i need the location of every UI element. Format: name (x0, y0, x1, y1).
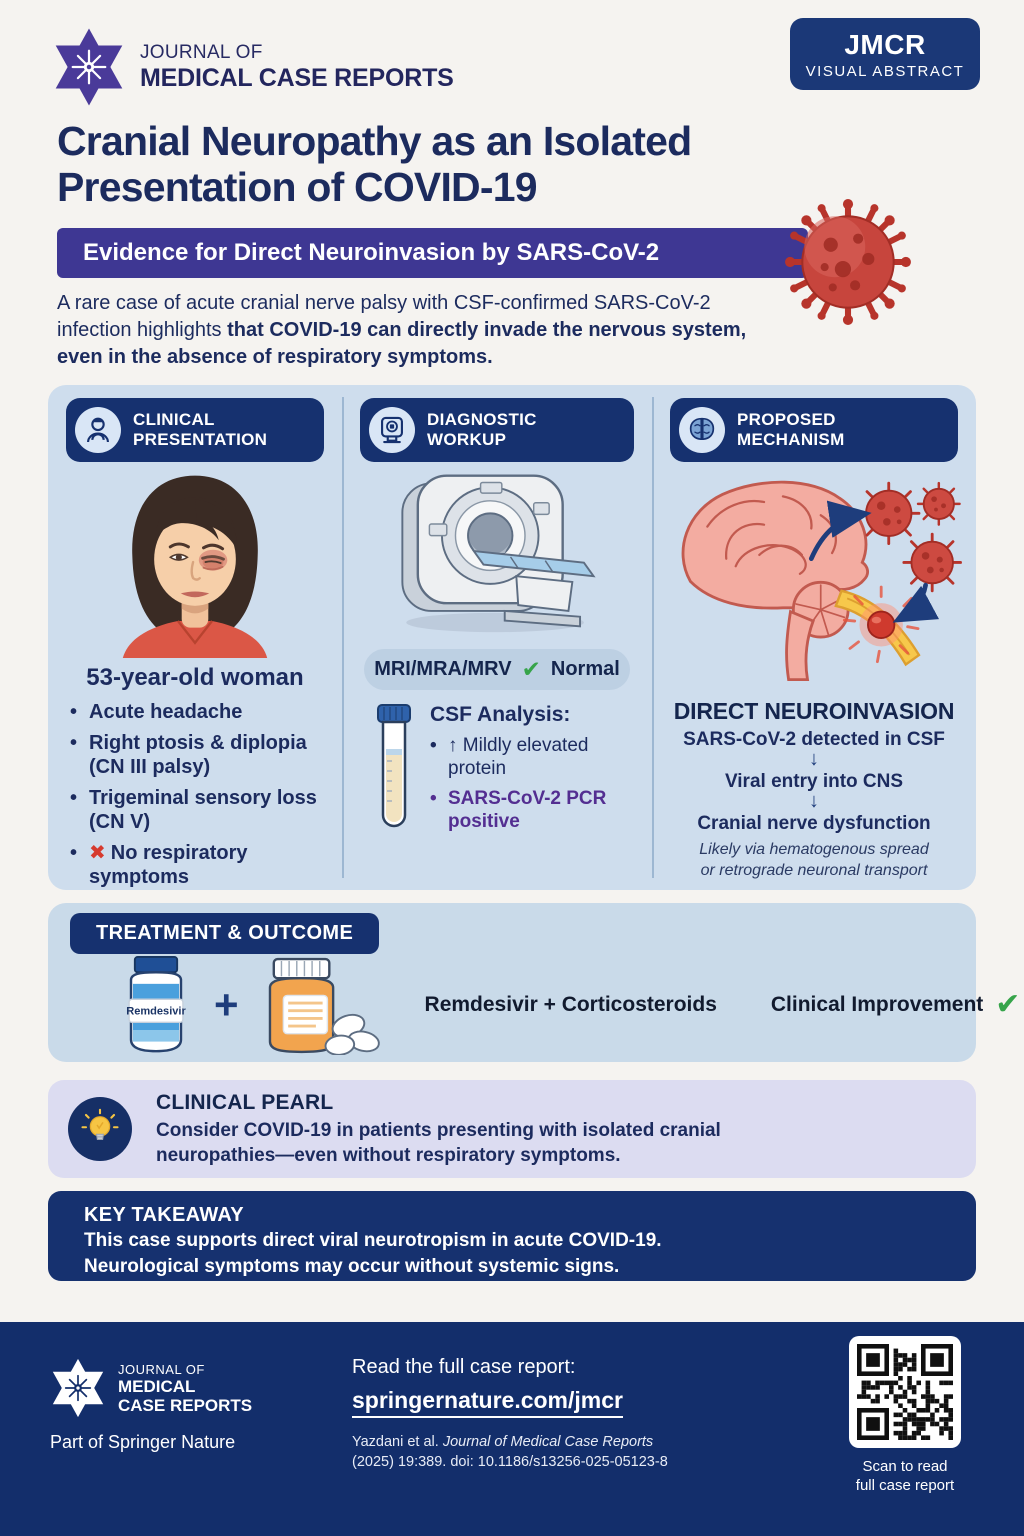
neuroinvasion-illustration (666, 468, 966, 690)
csf-pcr-positive-text: SARS-CoV-2 PCR positive (448, 788, 607, 832)
vial-label-text: Remdesivir (126, 1005, 186, 1018)
no-respiratory-text: No respiratory symptoms (89, 842, 248, 888)
citation (352, 1432, 668, 1472)
footer-citation-block (352, 1356, 668, 1472)
csf-finding (430, 787, 620, 833)
mri-machine-illustration (381, 468, 613, 637)
green-check-icon: ✔ (995, 988, 1021, 1021)
diagnostic-workup-label: DIAGNOSTIC WORKUP (427, 409, 537, 449)
proposed-mechanism-header (670, 398, 958, 462)
lightbulb-icon (68, 1097, 132, 1161)
csf-analysis-title: CSF Analysis: (430, 703, 571, 726)
bullet-icon: • (430, 788, 437, 809)
citation-authors: Yazdani et al. (352, 1434, 443, 1450)
footer-logo-block (50, 1358, 252, 1453)
key-takeaway-panel (48, 1191, 976, 1281)
bullet-icon: • (70, 701, 78, 723)
mechanism-note-line2: or retrograde neuronal transport (700, 862, 928, 879)
footer-medical: MEDICAL (118, 1376, 196, 1396)
direct-neuroinvasion-heading: DIRECT NEUROINVASION (673, 698, 955, 724)
report-url-link[interactable]: springernature.com/jmcr (352, 1387, 623, 1418)
symptom-text (89, 841, 324, 889)
citation-journal: Journal of Medical Case Reports (442, 1434, 654, 1450)
clinical-presentation-label: CLINICAL PRESENTATION (133, 409, 268, 449)
bullet-icon: • (70, 732, 78, 754)
key-takeaway-line1: This case supports direct viral neurotropism in acute COVID-19. (84, 1230, 662, 1251)
imaging-modalities-label: MRI/MRA/MRV (374, 658, 512, 680)
clinical-pearl-text: Consider COVID-19 in patients presenting with isolated cranial neuropathies—even without respiratory symptoms. (156, 1119, 721, 1166)
test-tube-icon (372, 703, 416, 835)
proposed-mechanism-column (652, 385, 976, 890)
symptom-item (70, 841, 324, 889)
journal-logo-text (140, 42, 454, 93)
treatment-row (48, 955, 1021, 1055)
imaging-status-label: Normal (550, 658, 620, 680)
qr-caption-line1: Scan to read (862, 1458, 948, 1475)
treatment-outcome-header: TREATMENT & OUTCOME (70, 913, 379, 954)
red-cross-icon: ✖ (89, 842, 106, 864)
patient-illustration (90, 468, 300, 658)
symptom-item (70, 731, 324, 779)
intro-bold: that COVID-19 can directly invade the nervous system, even in the absence of respiratory symptoms. (57, 319, 747, 368)
plus-sign: + (214, 981, 239, 1028)
intro-paragraph (57, 290, 747, 371)
mechanism-note-line1: Likely via hematogenous spread (699, 841, 929, 858)
qr-caption (846, 1457, 964, 1495)
csf-finding-text: ↑ Mildly elevated protein (448, 735, 589, 779)
treatment-outcome-panel (48, 903, 1021, 1062)
treatment-equation: Remdesivir + Corticosteroids (424, 993, 717, 1016)
qr-code-icon (857, 1344, 953, 1440)
mechanism-step: SARS-CoV-2 detected in CSF (683, 729, 945, 750)
symptom-item (70, 700, 324, 724)
footer-qr-block (846, 1336, 964, 1495)
csf-analysis-block (356, 703, 638, 835)
diagnostic-workup-column (342, 385, 652, 890)
symptom-text: Trigeminal sensory loss (CN V) (89, 787, 317, 833)
clinical-pearl-panel (48, 1080, 976, 1178)
symptom-text: Right ptosis & diplopia (CN III palsy) (89, 732, 307, 778)
imaging-result-pill (364, 649, 630, 690)
diagnostic-workup-header (360, 398, 634, 462)
journal-star-icon (52, 28, 126, 106)
bullet-icon: • (70, 787, 78, 809)
journal-name-label: MEDICAL CASE REPORTS (140, 63, 454, 92)
key-takeaway-line2: Neurological symptoms may occur without systemic signs. (84, 1256, 620, 1277)
springer-nature-tagline: Part of Springer Nature (50, 1432, 236, 1452)
subtitle-banner: Evidence for Direct Neuroinvasion by SARS-CoV-2 (57, 228, 808, 278)
bullet-icon: • (430, 735, 437, 756)
brain-icon (679, 407, 725, 453)
citation-volume-doi: (2025) 19:389. doi: 10.1186/s13256-025-05123-8 (352, 1454, 668, 1470)
main-panel (48, 385, 976, 890)
title-line2: Presentation of COVID-19 (57, 164, 537, 210)
mechanism-note (666, 839, 962, 881)
down-arrow-icon: ↓ (809, 748, 819, 770)
symptom-item (70, 786, 324, 834)
clinical-presentation-column (48, 385, 342, 890)
mechanism-step: Viral entry into CNS (724, 771, 904, 792)
proposed-mechanism-label: PROPOSED MECHANISM (737, 409, 845, 449)
qr-caption-line2: full case report (855, 1477, 955, 1494)
qr-code (849, 1336, 961, 1448)
coronavirus-icon (782, 196, 914, 328)
read-report-label: Read the full case report: (352, 1356, 576, 1378)
virus-particles (859, 483, 961, 591)
badge-subtitle: VISUAL ABSTRACT (805, 62, 965, 80)
patient-icon (75, 407, 121, 453)
key-takeaway-title: KEY TAKEAWAY (84, 1204, 244, 1226)
patient-age-label: 53-year-old woman (86, 664, 304, 691)
badge-title: JMCR (844, 28, 926, 60)
footer (0, 1322, 1024, 1536)
symptom-list (62, 700, 328, 889)
journal-of-label: JOURNAL OF (140, 41, 263, 63)
journal-star-icon-white (50, 1358, 106, 1418)
title-line1: Cranial Neuropathy as an Isolated (57, 118, 692, 164)
treatment-result: Clinical Improvement (770, 993, 984, 1016)
journal-logo (52, 28, 454, 106)
clinical-pearl-title: CLINICAL PEARL (156, 1090, 334, 1114)
down-arrow-icon: ↓ (809, 790, 819, 812)
footer-journal-of: JOURNAL OF (118, 1361, 205, 1377)
bullet-icon: • (70, 842, 78, 864)
jmcr-visual-abstract-badge (790, 18, 980, 90)
green-check-icon: ✔ (521, 656, 541, 682)
clinical-presentation-header (66, 398, 324, 462)
intro-regular: A rare case of acute cranial nerve palsy with CSF-confirmed SARS-CoV-2 infection highlights (57, 292, 711, 341)
mechanism-step: Cranial nerve dysfunction (697, 813, 931, 834)
mri-scanner-icon (369, 407, 415, 453)
remdesivir-vial-icon (106, 955, 206, 1055)
csf-analysis-text (430, 703, 620, 835)
footer-case-reports: CASE REPORTS (118, 1395, 253, 1415)
csf-finding (430, 734, 620, 780)
page-title (57, 118, 691, 210)
pill-bottle-icon (247, 955, 381, 1055)
medication-illustration (106, 955, 381, 1055)
symptom-text: Acute headache (89, 701, 243, 723)
